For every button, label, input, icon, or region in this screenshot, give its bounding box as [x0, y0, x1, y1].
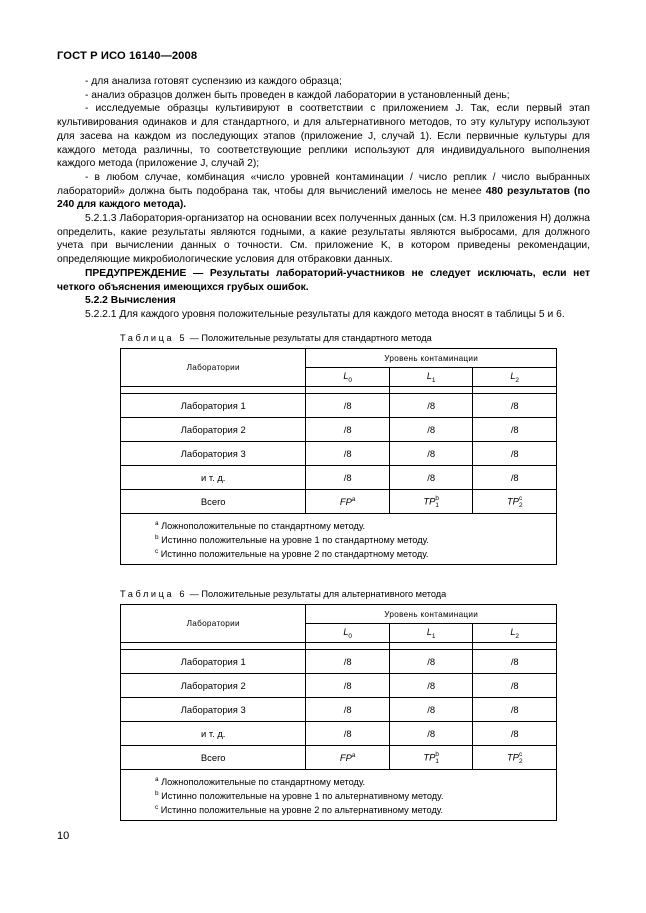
table5-col-group: Уровень контаминации — [306, 349, 557, 368]
table6-footnotes — [121, 770, 557, 821]
table5-caption-label: Таблица 5 — [120, 333, 188, 343]
paragraph: 5.2.2.1 Для каждого уровня положительные результаты для каждого метода вносят в таблицы 5 и 6. — [85, 308, 565, 320]
table-row: и т. д. /8 /8 /8 — [121, 722, 557, 746]
table-row: Лаборатория 3 /8 /8 /8 — [121, 698, 557, 722]
paragraph: - для анализа готовят суспензию из каждого образца; — [85, 76, 342, 87]
table-total-row: Всего $FP^a$ TPb 1 TPc 2 — [121, 490, 557, 514]
footnote: $^c$ Истинно положительные на уровне 2 по стандартному методу. — [155, 548, 429, 560]
footnote: $^b$ Истинно положительные на уровне 1 по стандартному методу. — [155, 534, 429, 546]
table6-level-0: $L_0$ — [306, 624, 390, 643]
paragraph-text: - в любом случае, комбинация «число уровней контаминации / число реплик / число выбранных лабораторий» должна быть подобрана так, чтобы для вычислений имелось не менее — [57, 171, 590, 197]
paragraph-bold-text: 480 результатов (по 240 для каждого метода). — [57, 185, 590, 211]
paragraph — [57, 171, 590, 212]
warning-paragraph: ПРЕДУПРЕЖДЕНИЕ — Результаты лабораторий-участников не следует исключать, если нет четкого объяснения имеющихся грубых ошибок. — [57, 267, 590, 293]
page-header: ГОСТ Р ИСО 16140—2008 — [57, 50, 198, 62]
table-row: Лаборатория 2 /8 /8 /8 — [121, 674, 557, 698]
table5-level-1: $L_1$ — [389, 368, 473, 387]
table5-level-2: $L_2$ — [473, 368, 557, 387]
table6-level-1: $L_1$ — [389, 624, 473, 643]
paragraph: - анализ образцов должен быть проведен в каждой лаборатории в установленный день; — [85, 89, 510, 101]
paragraph: - исследуемые образцы культивируют в соответствии с приложением J. Так, если первый этап культивирования одинаков и для стандартного, и для альтернативного методов, то эту культуру используют для засева на каждом из последующих этапов (приложение J, случай 1). Если первичные культуры для каждого метода различны, то соответствующие реплики используют для индивидуального выполнения каждого метода (приложение J, случай 2); — [57, 103, 590, 170]
section-heading: 5.2.2 Вычисления — [85, 295, 176, 307]
table-row: и т. д. /8 /8 /8 — [121, 466, 557, 490]
table6-caption-text: — Положительные результаты для альтернативного метода — [187, 589, 447, 599]
table5 — [120, 348, 557, 565]
footnote: $^a$ Ложноположительные по стандартному методу. — [155, 520, 366, 532]
table-row: Лаборатория 2 /8 /8 /8 — [121, 418, 557, 442]
table-row: Лаборатория 1 /8 /8 /8 — [121, 394, 557, 418]
table5-caption-text: — Положительные результаты для стандартного метода — [187, 333, 432, 343]
table5-footnotes — [121, 514, 557, 565]
table5-col-lab: Лаборатории — [121, 349, 306, 387]
table6-level-2: $L_2$ — [473, 624, 557, 643]
table5-level-0: $L_0$ — [306, 368, 390, 387]
footnote: $^a$ Ложноположительные по стандартному методу. — [155, 776, 366, 788]
table6-col-lab: Лаборатории — [121, 605, 306, 643]
table6-caption-label: Таблица 6 — [120, 589, 188, 599]
table-total-row: Всего $FP^a$ TPb 1 TPc 2 — [121, 746, 557, 770]
paragraph: 5.2.1.3 Лаборатория-организатор на основании всех полученных данных (см. H.3 приложения H) должна определить, какие результаты являются годными, а какие результаты являются выбросами, для должного учета при вычислении данных о точности. См. приложение K, в котором приведены рекомендации, определяющие микробиологические условия для отбраковки данных. — [57, 213, 590, 266]
page-number: 10 — [57, 830, 70, 842]
footnote: $^c$ Истинно положительные на уровне 2 по альтернативному методу. — [155, 804, 444, 816]
table-row: Лаборатория 3 /8 /8 /8 — [121, 442, 557, 466]
table6-caption — [120, 589, 446, 599]
table6 — [120, 604, 557, 821]
body-text — [57, 75, 590, 322]
table-row: Лаборатория 1 /8 /8 /8 — [121, 650, 557, 674]
footnote: $^b$ Истинно положительные на уровне 1 по альтернативному методу. — [155, 790, 444, 802]
table6-col-group: Уровень контаминации — [306, 605, 557, 624]
table5-caption — [120, 333, 432, 343]
